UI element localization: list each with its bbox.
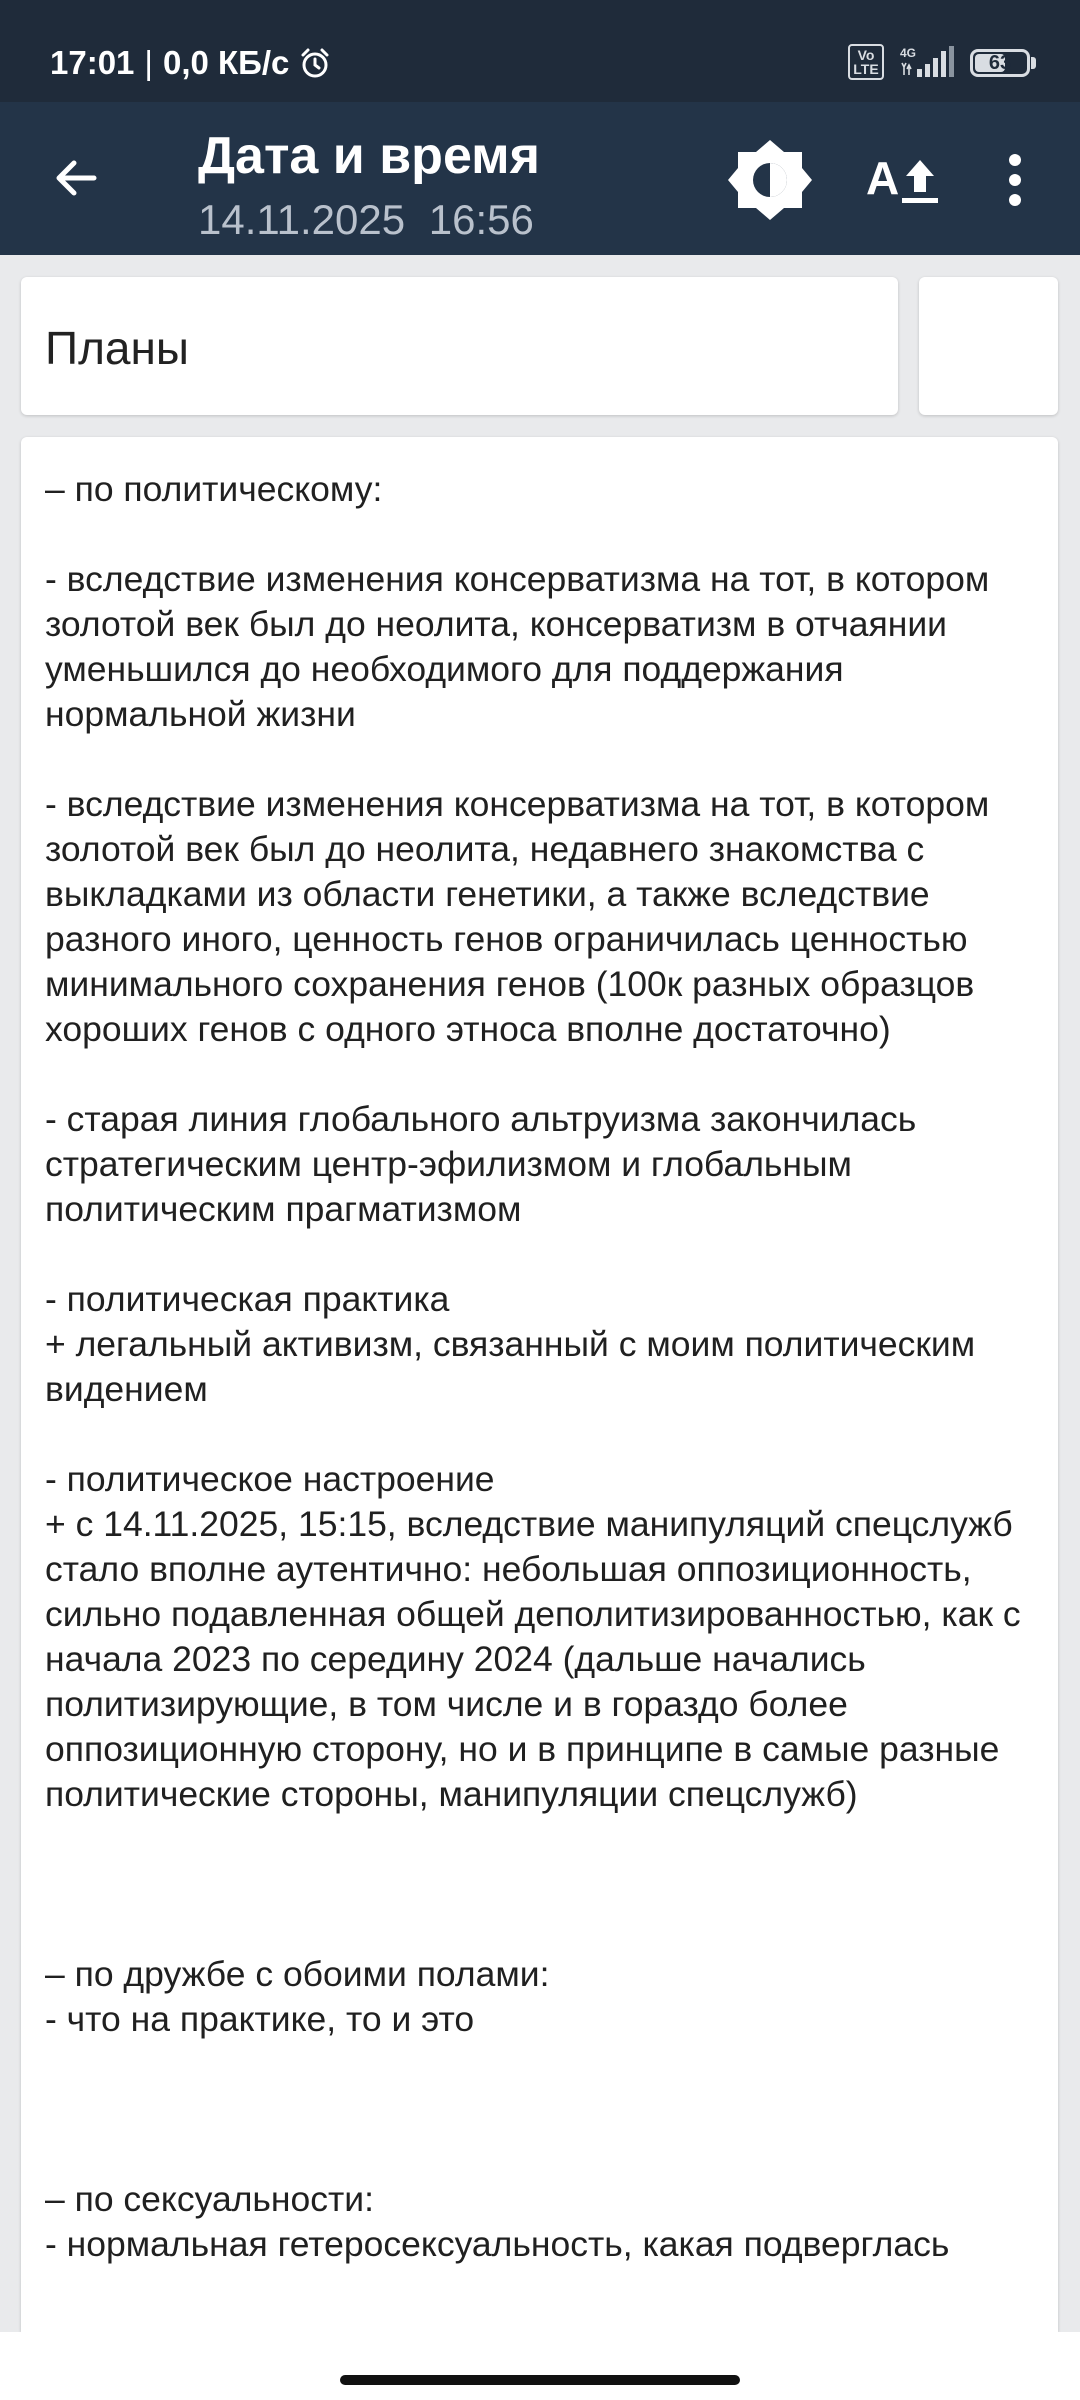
toolbar-subtitle: 14.11.2025 16:56	[198, 196, 534, 243]
status-net-speed: 0,0 КБ/с	[162, 44, 290, 81]
toolbar-title: Дата и время	[198, 127, 540, 185]
note-content-card[interactable]	[21, 437, 1058, 2332]
app-toolbar	[0, 102, 1080, 255]
alarm-clock-icon	[299, 47, 331, 79]
home-gesture-handle[interactable]	[340, 2375, 740, 2385]
network-type-label: 4G	[900, 46, 917, 60]
volte-label: Vo LTE	[853, 47, 879, 77]
status-left	[50, 44, 331, 82]
battery-level: 63	[988, 52, 1012, 74]
text-size-icon	[858, 138, 942, 222]
note-title-card[interactable]	[21, 277, 898, 415]
note-title: Планы	[45, 322, 189, 374]
volte-icon	[848, 44, 884, 80]
side-card[interactable]	[919, 277, 1058, 415]
note-body-text[interactable]: – по политическому: - вследствие изменения консерватизма на тот, в котором золотой век был до неолита, консерватизм в отчаянии уменьшился до необходимого для поддержания нормальной жизни - вследствие изменения консерватизма на тот, в котором золотой век был до неолита, недавнего знакомства с выкладками из области генетики, а также вследствие разного иного, ценность генов ограничилась ценностью минимального сохранения генов (100к разных образцов хороших генов с одного этноса вполне достаточно) - старая линия глобального альтруизма закончилась стратегическим центр-эфилизмом и глобальным политическим прагматизмом - политическая практика + легальный активизм, связанный с моим политическим видением - политическое настроение + с 14.11.2025, 15:15, вследствие манипуляций спецслужб стало вполне аутентично: небольшая оппозиционность, сильно подавленная общей деполитизированностью, как с начала 2023 по середину 2024 (дальше начались политизирующие, в том числе и в гораздо более оппозиционную сторону, но и в принципе в самые разные политические стороны, манипуляции спецслужб) – по дружбе с обоими полами: - что на практике, то и это – по сексуальности: - нормальная гетеросексуальность, какая подверглась	[45, 469, 1021, 2264]
more-vert-icon	[1005, 150, 1025, 210]
signal-4g-icon	[898, 45, 956, 79]
status-separator: |	[144, 44, 153, 81]
svg-text:A: A	[866, 152, 900, 204]
battery-icon	[970, 45, 1036, 79]
status-time: 17:01	[50, 44, 135, 81]
text-size-button[interactable]	[858, 138, 942, 222]
navigation-bar	[0, 2332, 1080, 2400]
brightness-icon	[728, 138, 812, 222]
brightness-button[interactable]	[728, 138, 812, 222]
status-bar	[0, 0, 1080, 102]
status-right	[848, 44, 1036, 80]
back-button[interactable]	[40, 142, 112, 214]
more-options-button[interactable]	[990, 138, 1040, 222]
back-arrow-icon	[50, 152, 102, 204]
